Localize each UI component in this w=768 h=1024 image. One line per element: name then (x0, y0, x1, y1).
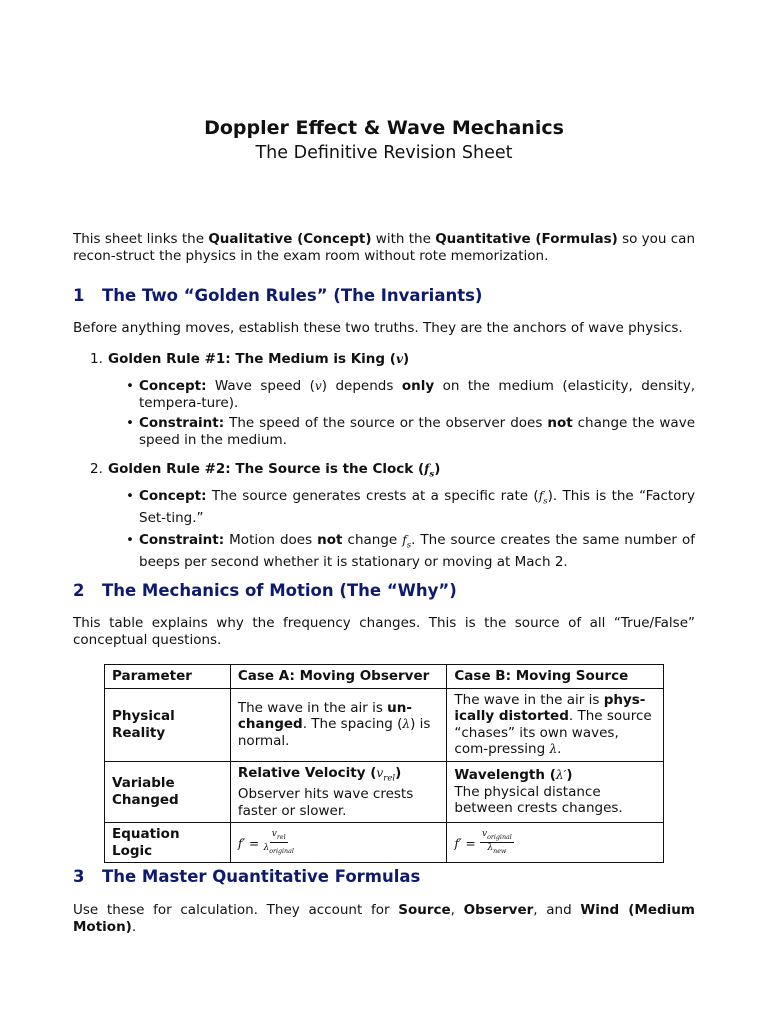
cell-text: ) is normal. (237, 716, 431, 749)
table-row (105, 688, 664, 761)
lead-emphasis: Wind (Medium Motion) (73, 902, 695, 935)
table-row (105, 761, 664, 823)
section-number: 1 (73, 286, 85, 305)
rule-1-bullets (139, 378, 695, 452)
section-number: 2 (73, 581, 85, 600)
lead-emphasis: Source (398, 902, 451, 918)
bullet-emphasis: not (317, 532, 343, 549)
bullet-text: . The source creates the same number of beeps per second whether it is stationary or moving at Mach 2. (139, 532, 696, 571)
intro-bold-quantitative: Quantitative (Formulas) (435, 231, 618, 247)
fraction (480, 829, 514, 858)
math-base: λ (487, 843, 494, 854)
lead-emphasis: Observer (463, 902, 534, 918)
section-1-lead: Before anything moves, establish these two truths. They are the anchors of wave physics. (73, 320, 683, 336)
cell-text: The wave in the air is (237, 699, 388, 716)
math-base: f (424, 462, 430, 476)
rule-title-text: ) (434, 461, 441, 477)
bullet-emphasis: only (401, 378, 435, 394)
section-title: The Master Quantitative Formulas (102, 867, 421, 886)
bullet-text: Motion does (224, 532, 318, 549)
math-symbol: f′ = (454, 835, 476, 850)
section-number: 3 (73, 867, 85, 886)
list-item (139, 532, 695, 570)
math-subscript: original (269, 848, 294, 856)
cell-emphasis (238, 765, 401, 781)
cell-emphasis (454, 767, 572, 783)
rule-title-text: ) (403, 351, 410, 367)
bullet-text: The source generates crests at a specific rate ( (206, 488, 539, 504)
cell-emphasis: phys-ically distorted (454, 691, 646, 724)
rule-number: 2. (90, 461, 103, 477)
section-2-heading (73, 580, 695, 602)
math-symbol: λ (402, 717, 411, 732)
column-header: Case A: Moving Observer (230, 665, 447, 689)
fraction (263, 829, 293, 858)
math-symbol (424, 462, 435, 480)
math-subscript: s (406, 540, 412, 551)
rule-title-text: Golden Rule #1: The Medium is King ( (108, 351, 396, 367)
rule-number: 1. (90, 351, 103, 367)
bullet-emphasis: not (547, 415, 573, 431)
bullet-text: on the medium (elasticity, density, tempera-ture). (139, 378, 695, 411)
fraction-numerator (270, 829, 288, 844)
row-label: Physical Reality (105, 688, 231, 761)
bullet-label: Constraint: (139, 415, 225, 431)
bullet-text: ) depends (321, 378, 402, 394)
table-row (105, 823, 664, 863)
lead-text: Use these for calculation. They account for (73, 902, 399, 918)
section-2-lead: This table explains why the frequency changes. This is the source of all “True/False” conceptual questions. (73, 615, 695, 648)
intro-paragraph (73, 231, 695, 264)
cell-emphasis: un-changed (237, 699, 412, 733)
section-3-lead (73, 902, 695, 935)
golden-rule-2-title (90, 460, 440, 483)
bullet-label: Concept: (139, 488, 207, 504)
math-symbol (402, 533, 412, 551)
math-base: f (402, 533, 407, 548)
bullet-label: Constraint: (139, 532, 225, 549)
bullet-text: Wave speed ( (206, 378, 315, 394)
math-symbol (376, 765, 396, 783)
cell-text: ) (566, 767, 573, 784)
list-item (139, 488, 695, 526)
table-cell (447, 823, 664, 863)
math-subscript: rel (383, 772, 396, 783)
fraction-denominator (263, 843, 293, 857)
cell-text: ) (395, 764, 402, 781)
rule-2-bullets (139, 488, 695, 575)
table-cell (230, 761, 447, 823)
column-header: Case B: Moving Source (447, 665, 664, 689)
section-title: The Two “Golden Rules” (The Invariants) (102, 286, 483, 305)
intro-text: so you can recon-struct the physics in the exam room without rote memorization. (73, 231, 696, 264)
cell-text: Relative Velocity ( (237, 764, 377, 781)
table-cell (447, 688, 664, 761)
rule-title-text: Golden Rule #2: The Source is the Clock ( (108, 461, 425, 477)
math-subscript: s (429, 469, 435, 480)
math-symbol: λ′ (555, 768, 567, 783)
math-subscript: original (487, 833, 512, 841)
list-item (139, 378, 695, 411)
math-subscript: new (493, 848, 507, 856)
math-base: f (538, 489, 544, 503)
section-1-heading (73, 285, 695, 307)
bullet-text: ). This is the “Factory Set-ting.” (139, 488, 695, 526)
math-symbol: v (314, 379, 322, 393)
intro-text: with the (371, 231, 436, 247)
title-block (73, 115, 695, 165)
golden-rule-1-title (90, 350, 409, 368)
lead-text: , (450, 902, 464, 918)
table-cell (447, 761, 664, 823)
cell-text: . The source “chases” its own waves, com-pressing (454, 708, 652, 757)
table-header-row (105, 665, 664, 689)
math-subscript: rel (276, 833, 286, 841)
math-base: v (376, 765, 384, 780)
row-label: Equation Logic (105, 823, 231, 863)
bullet-text: change (342, 532, 403, 549)
intro-text: This sheet links the (73, 231, 209, 247)
math-base: v (481, 828, 488, 839)
table-cell (230, 688, 447, 761)
fraction-numerator (480, 829, 514, 844)
lead-text: . (131, 918, 137, 935)
math-symbol: f′ = (237, 835, 260, 850)
lead-text: , and (533, 902, 581, 918)
cell-text: . The spacing ( (302, 716, 403, 733)
math-base: v (271, 828, 277, 839)
math-subscript: s (543, 496, 548, 507)
row-label: Variable Changed (105, 761, 231, 823)
bullet-text: change the wave speed in the medium. (139, 415, 695, 448)
bullet-label: Concept: (139, 378, 207, 394)
intro-bold-qualitative: Qualitative (Concept) (208, 231, 372, 247)
math-symbol: λ (549, 742, 558, 756)
mechanics-table (104, 664, 664, 863)
table-cell (230, 823, 447, 863)
cell-text: Wavelength ( (454, 767, 556, 784)
bullet-text: The speed of the source or the observer does (224, 415, 548, 431)
list-item (139, 415, 695, 448)
section-3-heading (73, 866, 695, 888)
section-title: The Mechanics of Motion (The “Why”) (102, 581, 457, 600)
cell-text: The wave in the air is (454, 691, 604, 708)
math-base: λ (263, 843, 270, 854)
math-symbol (538, 489, 548, 507)
cell-text: Observer hits wave crests faster or slower. (237, 786, 414, 819)
document-title: Doppler Effect & Wave Mechanics (204, 117, 564, 139)
math-symbol: v (395, 352, 403, 366)
document-subtitle: The Definitive Revision Sheet (255, 143, 513, 163)
fraction-denominator (487, 843, 506, 857)
cell-text: The physical distance between crests changes. (454, 783, 623, 817)
column-header: Parameter (105, 665, 231, 689)
cell-text: . (557, 741, 562, 757)
